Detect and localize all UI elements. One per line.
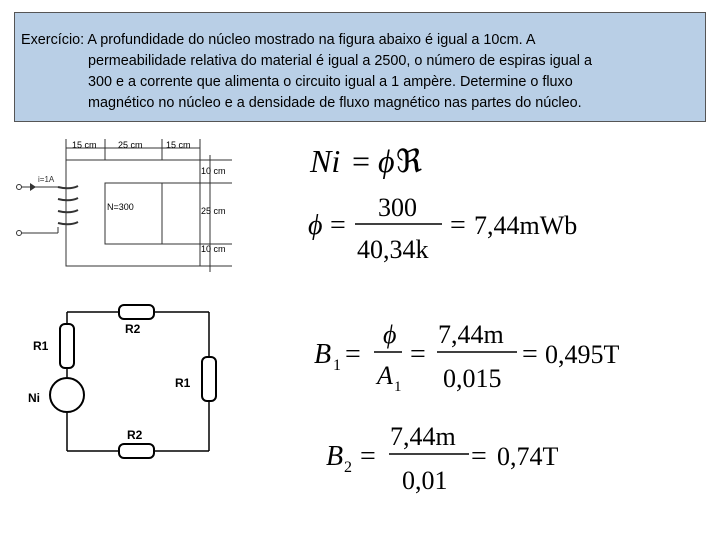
equation-4 <box>326 422 559 495</box>
turns-label: N=300 <box>107 202 134 212</box>
eq1-reluctance: ℜ <box>396 143 423 179</box>
mmf-source-icon <box>50 378 84 412</box>
terminal-bottom <box>17 231 22 236</box>
dim-right-1: 10 cm <box>201 166 226 176</box>
eq3-den-2: 0,015 <box>443 364 502 393</box>
coil-leads <box>20 187 58 233</box>
resistor-r2-top <box>119 305 154 319</box>
eq3-lhs: B <box>314 339 332 370</box>
dim-right-3: 10 cm <box>201 244 226 254</box>
eq4-result: 0,74T <box>497 442 559 471</box>
eq2-lhs: ϕ <box>308 210 323 241</box>
terminal-top <box>17 185 22 190</box>
eq2-equals-2: = <box>450 210 466 241</box>
label-r2-top: R2 <box>125 322 141 336</box>
label-r1-left: R1 <box>33 339 49 353</box>
label-r2-bottom: R2 <box>127 428 143 442</box>
eq3-equals-2: = <box>410 339 426 370</box>
problem-line-2: permeabilidade relativa do material é igual a 2500, o número de espiras igual a <box>88 53 592 69</box>
eq3-den-1-sub: 1 <box>394 379 402 395</box>
dim-right-2: 25 cm <box>201 206 226 216</box>
eq4-lhs: B <box>326 441 344 472</box>
problem-line-1: Exercício: A profundidade do núcleo mostrado na figura abaixo é igual a 10cm. A <box>21 32 536 48</box>
eq3-equals-3: = <box>522 339 538 370</box>
equation-3 <box>314 320 620 395</box>
eq3-lhs-sub: 1 <box>333 357 341 374</box>
coil-winding <box>58 186 78 224</box>
eq3-num-1: ϕ <box>383 320 397 349</box>
eq4-lhs-sub: 2 <box>344 459 352 476</box>
dim-top-2: 25 cm <box>118 140 143 150</box>
label-r1-right: R1 <box>175 376 191 390</box>
eq2-denominator: 40,34k <box>357 235 429 264</box>
problem-heading: Exercício: <box>21 32 85 48</box>
eq1-lhs: Ni <box>310 143 341 179</box>
eq1-phi: ϕ <box>378 143 395 179</box>
eq3-num-2: 7,44m <box>438 320 504 349</box>
current-arrow-icon <box>30 183 36 191</box>
equation-2 <box>308 193 577 264</box>
core-outer-outline <box>66 160 200 266</box>
problem-line-4: magnético no núcleo e a densidade de fluxo magnético nas partes do núcleo. <box>88 95 582 111</box>
resistor-r2-bottom <box>119 444 154 458</box>
eq2-result: 7,44mWb <box>474 211 578 240</box>
eq4-equals-2: = <box>471 441 487 472</box>
core-window-outline <box>105 183 162 244</box>
eq2-equals-1: = <box>330 210 346 241</box>
eq4-equals-1: = <box>360 441 376 472</box>
dim-top-1: 15 cm <box>72 140 97 150</box>
eq2-numerator: 300 <box>378 193 417 222</box>
eq3-equals-1: = <box>345 339 361 370</box>
dim-top-3: 15 cm <box>166 140 191 150</box>
eq4-numerator: 7,44m <box>390 422 456 451</box>
current-label: i=1A <box>38 175 55 184</box>
eq4-denominator: 0,01 <box>402 466 448 495</box>
resistor-r1-right <box>202 357 216 401</box>
eq3-result: 0,495T <box>545 340 620 369</box>
problem-line-3: 300 e a corrente que alimenta o circuito igual a 1 ampère. Determine o fluxo <box>88 74 573 90</box>
eq1-equals: = <box>352 143 371 179</box>
resistor-r1-left <box>60 324 74 368</box>
equation-1 <box>309 143 422 179</box>
eq3-den-1: A <box>377 361 393 390</box>
label-source: Ni <box>28 391 40 405</box>
